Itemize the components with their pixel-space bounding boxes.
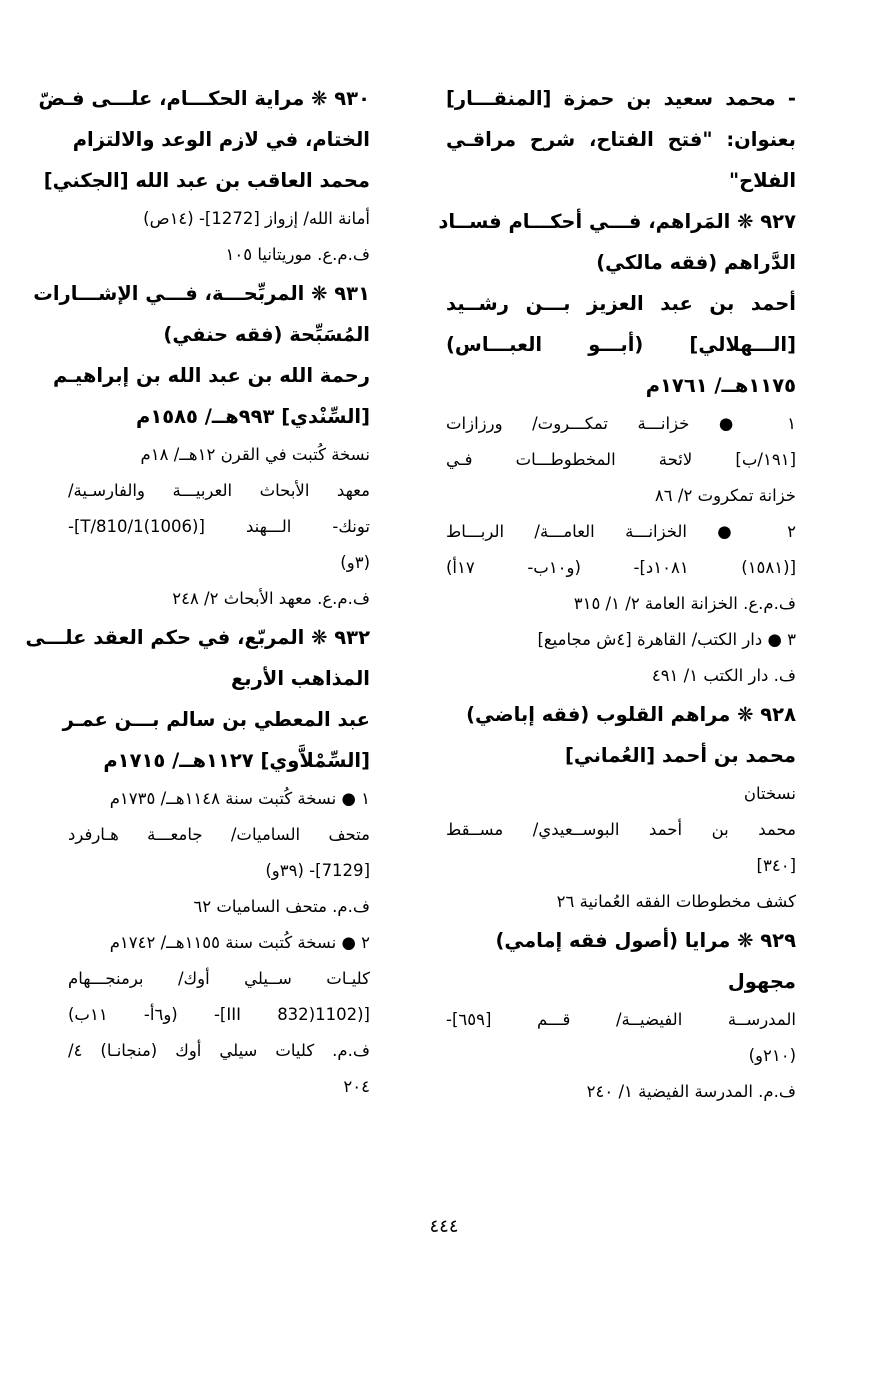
entry-detail-line: أمانة الله/ إزواز [1272]- (١٤ص) xyxy=(143,209,370,228)
entry-detail-line: ف. دار الكتب ١/ ٤٩١ xyxy=(651,666,796,685)
entry-heading-line: - محمد سعيد بن حمزة [المنقـــار] xyxy=(446,87,796,110)
entry-detail-line: ف.م. كليات سيلي أوك (منجانـا) ٤/ xyxy=(68,1041,370,1060)
entry-detail-line: ٣ ● دار الكتب/ القاهرة [٤ش مجاميع] xyxy=(537,630,796,649)
entry-detail-line: متحف الساميات/ جامعـــة هـارفرد xyxy=(68,825,370,844)
entry-detail-line: ف.م.ع. الخزانة العامة ٢/ ١/ ٣١٥ xyxy=(573,594,796,613)
entry-detail-line: ١ ● نسخة كُتبت سنة ١١٤٨هــ/ ١٧٣٥م xyxy=(109,789,370,808)
entry-detail-line: ٢ ● الخزانـــة العامـــة/ الربـــاط xyxy=(446,522,796,541)
entry-detail-line: ف.م. المدرسة الفيضية ١/ ٢٤٠ xyxy=(586,1082,796,1101)
entry-heading-line: رحمة الله بن عبد الله بن إبراهيـم xyxy=(52,364,370,387)
entry-detail-line: ف.م. متحف الساميات ٦٢ xyxy=(193,897,370,916)
entry-heading-line: محمد العاقب بن عبد الله [الجكني] xyxy=(43,169,370,192)
entry-detail-line: [(١٥٨١) ١٠٨١د]- (و١٠ب- ١٧أ) xyxy=(446,558,797,577)
entry-detail-line: كليـات ســيلي أوك/ برمنجـــهام xyxy=(68,969,370,988)
entry-heading-line: ١١٧٥هــ/ ١٧٦١م xyxy=(645,374,796,397)
right-column xyxy=(438,78,797,1110)
entry-heading-line: المُسَبِّحة (فقه حنفي) xyxy=(163,323,370,346)
entry-detail-line: [7129]- (٣٩و) xyxy=(265,861,370,880)
entry-detail-line: المدرســة الفيضيــة/ قـــم [٦٥٩]- xyxy=(446,1010,796,1029)
entry-detail-line: [(1102(832 III]- (و٦أ- ١١ب) xyxy=(68,1005,370,1024)
entry-heading-line: مجهول xyxy=(727,970,796,993)
entry-detail-line: خزانة تمكروت ٢/ ٨٦ xyxy=(654,486,796,505)
entry-heading-line: الدَّراهم (فقه مالكي) xyxy=(596,251,796,274)
entry-detail-line: كشف مخطوطات الفقه العُمانية ٢٦ xyxy=(556,892,796,911)
entry-heading-line: ٩٢٧ ❋ المَراهم، فـــي أحكـــام فســاد xyxy=(438,210,796,233)
entry-heading-line: [الـــهلالي] (أبـــو العبـــاس) xyxy=(446,333,796,356)
entry-heading-line: المذاهب الأربع xyxy=(230,667,370,690)
entry-heading-line: بعنوان: "فتح الفتاح، شرح مراقـي xyxy=(446,128,796,151)
entry-detail-line: ف.م.ع. موريتانيا ١٠٥ xyxy=(225,245,370,264)
entry-detail-line: معهد الأبحاث العربيـــة والفارسـية/ xyxy=(68,481,370,500)
entry-detail-line: ٢ ● نسخة كُتبت سنة ١١٥٥هــ/ ١٧٤٢م xyxy=(109,933,370,952)
left-column xyxy=(25,78,370,1105)
entry-detail-line: تونك- الـــهند [T/810/1(1006)]- xyxy=(68,517,370,536)
entry-detail-line: ١ ● خزانـــة تمكـــروت/ ورزازات xyxy=(446,414,796,433)
entry-detail-line: [١٩١/ب] لائحة المخطوطـــات فـي xyxy=(446,450,796,469)
entry-heading-line: ٩٣١ ❋ المربِّحـــة، فـــي الإشـــارات xyxy=(33,282,370,305)
entry-heading-line: ٩٢٨ ❋ مراهم القلوب (فقه إباضي) xyxy=(466,703,796,726)
entry-heading-line: [السِّنْدي] ٩٩٣هــ/ ١٥٨٥م xyxy=(136,405,370,428)
entry-heading-line: ٩٢٩ ❋ مرايا (أصول فقه إمامي) xyxy=(495,929,796,952)
entry-heading-line: الختام، في لازم الوعد والالتزام xyxy=(72,128,370,151)
entry-detail-line: ف.م.ع. معهد الأبحاث ٢/ ٢٤٨ xyxy=(172,589,370,608)
entry-detail-line: (٢١٠و) xyxy=(748,1046,796,1065)
entry-detail-line: نسختان xyxy=(743,784,796,803)
entry-heading-line: عبد المعطي بن سالم بـــن عمـر xyxy=(62,708,370,731)
entry-heading-line: أحمد بن عبد العزيز بـــن رشــيد xyxy=(446,292,796,315)
page-number: ٤٤٤ xyxy=(429,1216,459,1237)
entry-heading-line: الفلاح" xyxy=(728,169,796,192)
entry-heading-line: [السِّمْلاَّوي] ١١٢٧هــ/ ١٧١٥م xyxy=(103,749,370,772)
entry-detail-line: [٣٤٠] xyxy=(756,856,796,875)
entry-heading-line: محمد بن أحمد [العُماني] xyxy=(564,744,796,767)
entry-detail-line: (٣و) xyxy=(340,553,370,572)
entry-heading-line: ٩٣٢ ❋ المربّع، في حكم العقد علـــى xyxy=(25,626,370,649)
entry-heading-line: ٩٣٠ ❋ مراية الحكـــام، علـــى فـضّ xyxy=(38,87,370,110)
entry-detail-line: ٢٠٤ xyxy=(343,1077,370,1096)
entry-detail-line: نسخة كُتبت في القرن ١٢هــ/ ١٨م xyxy=(140,445,370,464)
entry-detail-line: محمد بن أحمد البوســعيدي/ مســقط xyxy=(446,820,796,839)
